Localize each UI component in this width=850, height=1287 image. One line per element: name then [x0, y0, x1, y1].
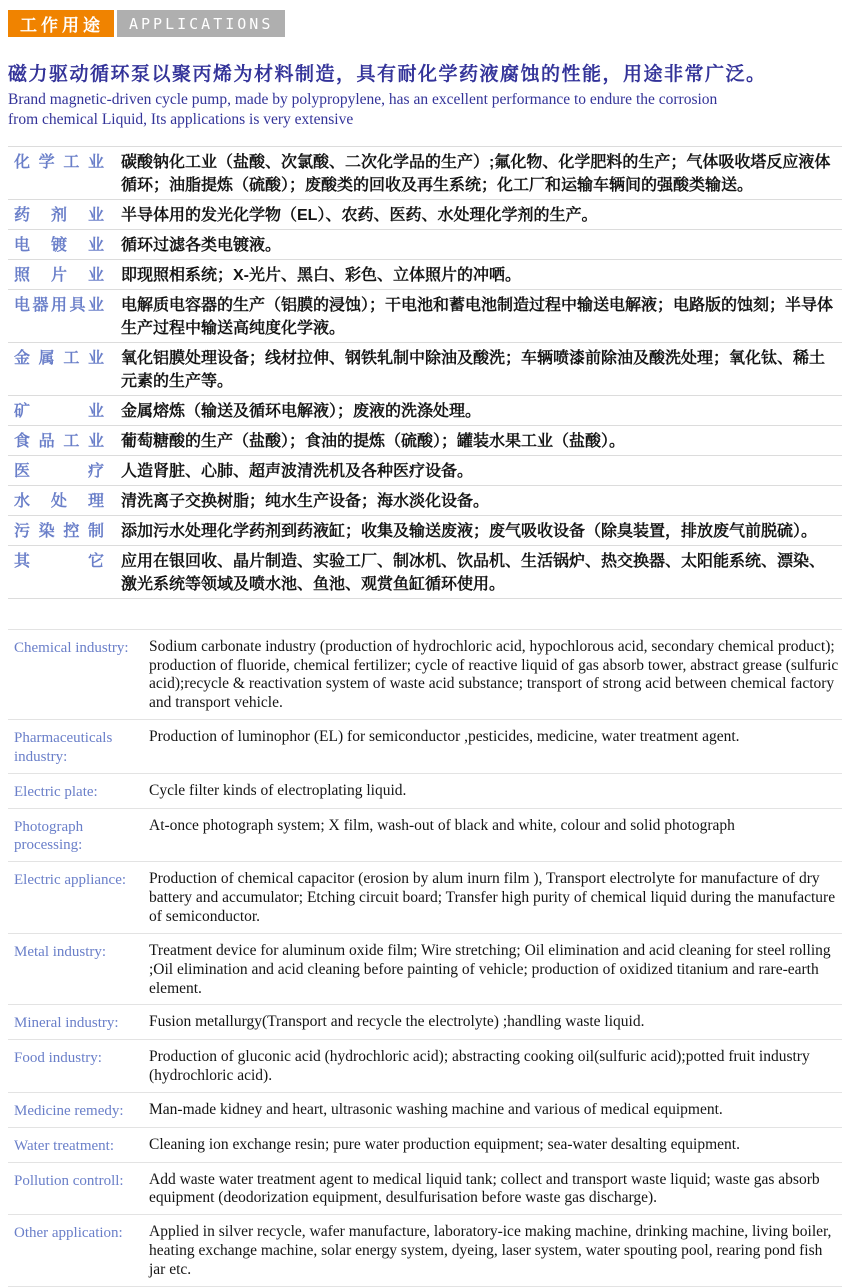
- section-header: [8, 10, 850, 37]
- industry-label-chinese: 药剂业: [14, 206, 104, 224]
- table-row: [8, 809, 842, 863]
- table-row: [8, 774, 842, 809]
- industry-description-english: Treatment device for aluminum oxide film; Wire stretching; Oil elimination and acid cleaning for steel rolling ;Oil elimination and acid cleaning before painting of vehicle; production of oxidized titanium and rare-earth element.: [149, 941, 831, 997]
- industry-description-english: Production of chemical capacitor (erosion by alum inurn film ), Transport electrolyte for manufacture of dry battery and accumulator; Etching circuit board; Transfer high purity of chemical liquid during the manufacture of semiconductor.: [149, 870, 836, 925]
- industry-description-chinese: 人造肾脏、心肺、超声波清洗机及各种医疗设备。: [121, 462, 474, 480]
- table-row: [8, 343, 842, 396]
- industry-description-chinese: 半导体用的发光化学物（EL）、农药、医药、水处理化学剂的生产。: [121, 206, 598, 224]
- industry-description-chinese: 葡萄糖酸的生产（盐酸）；食油的提炼（硫酸）；罐装水果工业（盐酸）。: [121, 432, 626, 450]
- table-row: [8, 290, 842, 343]
- industry-label-english: Mineral industry:: [14, 1015, 119, 1032]
- industry-label-english: Electric appliance:: [14, 872, 127, 889]
- table-row: [8, 1005, 842, 1040]
- table-row: [8, 426, 842, 456]
- table-row: [8, 396, 842, 426]
- applications-table-chinese: [8, 146, 842, 599]
- industry-description-chinese: 碳酸钠化工业（盐酸、次氯酸、二次化学品的生产）;氟化物、化学肥料的生产；气体吸收塔反应液体循环；油脂提炼（硫酸）；废酸类的回收及再生系统；化工厂和运输车辆间的强酸类输送。: [121, 153, 831, 194]
- industry-label-english: Food industry:: [14, 1050, 102, 1067]
- intro-english-line2: from chemical Liquid, Its applications is very extensive: [8, 110, 354, 128]
- industry-label-chinese: 污染控制: [14, 522, 104, 540]
- industry-label-chinese: 其它: [14, 552, 104, 570]
- table-row: [8, 516, 842, 546]
- industry-label-english: Pharmaceuticals industry:: [14, 730, 113, 766]
- industry-label-chinese: 化学工业: [14, 153, 104, 171]
- industry-description-english: Fusion metallurgy(Transport and recycle the electrolyte) ;handling waste liquid.: [149, 1013, 645, 1031]
- industry-description-english: Add waste water treatment agent to medical liquid tank; collect and transport waste liquid; waste gas absorb equipment (deodorization equipment, desulfurisation before waste gas discharge).: [149, 1170, 820, 1207]
- section-title-chinese: 工作用途: [8, 10, 114, 37]
- industry-label-english: Other application:: [14, 1225, 123, 1242]
- industry-description-english: At-once photograph system; X film, wash-out of black and white, colour and solid photograph: [149, 816, 735, 834]
- table-row: [8, 1215, 842, 1287]
- table-row: [8, 1128, 842, 1163]
- table-row: [8, 260, 842, 290]
- industry-description-chinese: 氧化铝膜处理设备；线材拉伸、钢铁轧制中除油及酸洗；车辆喷漆前除油及酸洗处理；氧化钛、稀土元素的生产等。: [121, 349, 826, 390]
- industry-description-chinese: 循环过滤各类电镀液。: [121, 236, 282, 254]
- industry-label-english: Photograph processing:: [14, 818, 84, 854]
- industry-description-english: Production of gluconic acid (hydrochloric acid); abstracting cooking oil(sulfuric acid);potted fruit industry (hydrochloric acid).: [149, 1048, 810, 1085]
- section-title-english: APPLICATIONS: [117, 10, 285, 37]
- catalog-page: [0, 10, 850, 1279]
- industry-description-chinese: 即现照相系统；X-光片、黑白、彩色、立体照片的冲哂。: [121, 266, 522, 284]
- industry-description-english: Production of luminophor (EL) for semiconductor ,pesticides, medicine, water treatment agent.: [149, 728, 740, 746]
- table-row: [8, 147, 842, 200]
- industry-label-chinese: 电镀业: [14, 236, 104, 254]
- industry-description-english: Man-made kidney and heart, ultrasonic washing machine and various of medical equipment.: [149, 1101, 723, 1119]
- industry-description-english: Sodium carbonate industry (production of hydrochloric acid, hypochlorous acid, secondary chemical product); production of fluoride, chemical fertilizer; cycle of reactive liquid of gas absorb tower, abstract grease (sulfuric acid);recycle & reactivation system of waste acid substance; transport of strong acid between chemical factory and transport vehicle.: [149, 637, 839, 712]
- industry-description-chinese: 电解质电容器的生产（铝膜的浸蚀）；干电池和蓄电池制造过程中输送电解液；电路版的蚀刻；半导体生产过程中输送高纯度化学液。: [121, 296, 834, 337]
- table-row: [8, 1093, 842, 1128]
- industry-label-chinese: 食品工业: [14, 432, 104, 450]
- industry-description-chinese: 清洗离子交换树脂；纯水生产设备；海水淡化设备。: [121, 492, 490, 510]
- industry-label-chinese: 水处理: [14, 492, 104, 510]
- table-row: [8, 230, 842, 260]
- industry-label-chinese: 金属工业: [14, 349, 104, 367]
- industry-label-english: Water treatment:: [14, 1137, 114, 1154]
- intro-chinese-text: 磁力驱动循环泵以聚丙烯为材料制造，具有耐化学药液腐蚀的性能，用途非常广泛。: [8, 64, 767, 85]
- industry-label-chinese: 矿业: [14, 402, 104, 420]
- industry-label-english: Electric plate:: [14, 783, 98, 800]
- applications-table-english: [8, 629, 842, 1287]
- table-row: [8, 456, 842, 486]
- table-row: [8, 486, 842, 516]
- intro-block: [8, 59, 842, 130]
- industry-description-chinese: 添加污水处理化学药剂到药液缸；收集及输送废液；废气吸收设备（除臭装置，排放废气前脱硫）。: [121, 522, 818, 540]
- industry-label-english: Pollution controll:: [14, 1172, 124, 1189]
- industry-description-english: Applied in silver recycle, wafer manufacture, laboratory-ice making machine, drinking machine, living boiler, heating exchange machine, solar energy system, dyeing, laser system, water spouting pool, rearing pond fish jar etc.: [149, 1223, 832, 1279]
- industry-label-chinese: 照片业: [14, 266, 104, 284]
- industry-description-chinese: 金属熔炼（输送及循环电解液）；废液的洗涤处理。: [121, 402, 482, 420]
- industry-label-chinese: 电器用具业: [14, 296, 104, 314]
- industry-label-english: Metal industry:: [14, 943, 107, 960]
- industry-label-english: Medicine remedy:: [14, 1103, 124, 1120]
- table-row: [8, 1040, 842, 1093]
- intro-english-line1: Brand magnetic-driven cycle pump, made by polypropylene, has an excellent performance to endure the corrosion: [8, 91, 718, 108]
- table-row: [8, 934, 842, 1006]
- table-row: [8, 200, 842, 230]
- table-row: [8, 630, 842, 721]
- industry-description-english: Cleaning ion exchange resin; pure water production equipment; sea-water desalting equipment.: [149, 1135, 740, 1153]
- industry-label-english: Chemical industry:: [14, 639, 129, 656]
- table-row: [8, 720, 842, 774]
- industry-description-chinese: 应用在银回收、晶片制造、实验工厂、制冰机、饮品机、生活锅炉、热交换器、太阳能系统、漂染、激光系统等领域及喷水池、鱼池、观赏鱼缸循环使用。: [121, 552, 826, 593]
- industry-label-chinese: 医疗: [14, 462, 104, 480]
- industry-description-english: Cycle filter kinds of electroplating liquid.: [149, 781, 407, 799]
- table-row: [8, 862, 842, 934]
- table-row: [8, 1163, 842, 1216]
- table-row: [8, 546, 842, 599]
